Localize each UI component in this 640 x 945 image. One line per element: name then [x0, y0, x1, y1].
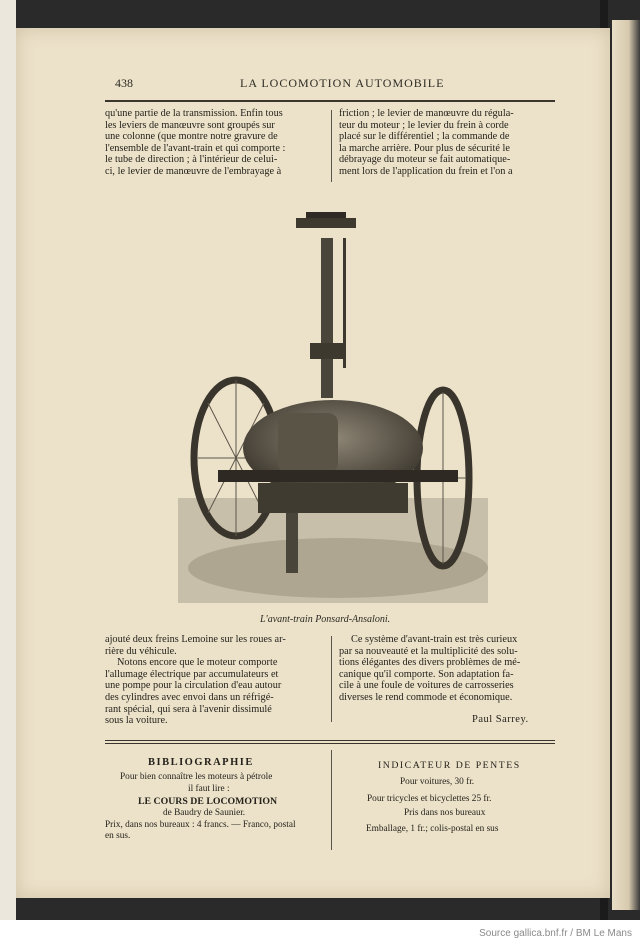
bibliographie-line: Pour bien connaître les moteurs à pétrole	[120, 772, 273, 782]
text-line: placé sur le différentiel ; la commande de	[339, 131, 510, 143]
indicateur-line: Pour voitures, 30 fr.	[400, 777, 475, 787]
text-line: Ce système d'avant-train est très curieux	[351, 634, 518, 645]
text-line: la marche arrière. Pour plus de sécurité le	[339, 142, 510, 154]
text-line: une pompe pour la circulation d'eau autour	[105, 680, 282, 692]
indicateur-line: Emballage, 1 fr.; colis-postal en sus	[366, 824, 499, 834]
text-line: friction ; le levier de manœuvre du régula-	[339, 108, 514, 119]
bibliographie-price: en sus.	[105, 831, 131, 841]
page-edge	[612, 20, 640, 910]
left-margin	[0, 0, 16, 920]
bibliographie-author: de Baudry de Saunier.	[163, 808, 246, 818]
text-line: ci, le levier de manœuvre de l'embrayage à	[105, 165, 282, 177]
text-line: par sa nouveauté et la multiplicité des solu-	[339, 645, 518, 657]
text-line: teur du moteur ; le levier du frein à corde	[339, 119, 509, 131]
text-line: l'ensemble de l'avant-train et qui comporte :	[105, 142, 286, 154]
axle	[218, 470, 458, 482]
header-rule	[105, 100, 555, 102]
text-line: des cylindres avec envoi dans un réfrigé-	[105, 691, 274, 703]
text-line: rière du véhicule.	[105, 645, 177, 657]
text-line: ment lors de l'application du frein et l'on a	[339, 165, 513, 177]
column-collar	[310, 343, 344, 359]
indicateur-title: INDICATEUR DE PENTES	[378, 760, 521, 771]
engraving-figure	[178, 208, 488, 608]
lower-gear-housing	[258, 483, 408, 513]
motor-cylinder	[278, 413, 338, 473]
indicateur-line: Pris dans nos bureaux	[404, 808, 486, 818]
support-leg	[286, 513, 298, 573]
running-title: LA LOCOMOTION AUTOMOBILE	[240, 76, 445, 90]
section-rule	[105, 743, 555, 744]
column-divider	[331, 110, 332, 182]
text-line: canique qu'il comporte. Son adaptation fa-	[339, 668, 514, 680]
page-number: 438	[115, 76, 133, 90]
steering-column	[321, 238, 333, 398]
bibliographie-line: il faut lire :	[188, 784, 230, 794]
section-rule	[105, 740, 555, 741]
indicateur-line: Pour tricycles et bicyclettes 25 fr.	[367, 794, 492, 804]
box-divider	[331, 750, 332, 850]
text-line: l'allumage électrique par accumulateurs et	[105, 668, 279, 680]
bottom-left-column	[105, 634, 323, 727]
source-credit: Source gallica.bnf.fr / BM Le Mans	[479, 928, 632, 939]
text-line: sous la voiture.	[105, 715, 168, 727]
text-line: Notons encore que le moteur comporte	[117, 657, 278, 669]
text-line: une colonne (que montre notre gravure de	[105, 131, 278, 143]
steering-head	[296, 218, 356, 228]
lever-rod	[343, 238, 346, 368]
text-line: rant spécial, qui sera à l'avenir dissimulé	[105, 703, 272, 715]
column-divider	[331, 636, 332, 722]
text-line: les leviers de manœuvre sont groupés sur	[105, 119, 275, 131]
bibliographie-book: LE COURS DE LOCOMOTION	[138, 796, 278, 807]
steering-wheel-bar	[306, 212, 346, 218]
bibliographie-price: Prix, dans nos bureaux : 4 francs. — Franco, postal	[105, 820, 296, 830]
text-line: ajouté deux freins Lemoine sur les roues ar-	[105, 634, 286, 645]
text-line: tions élégantes des divers problèmes de mé-	[339, 657, 521, 669]
text-line: qu'une partie de la transmission. Enfin tous	[105, 108, 283, 119]
page-header	[115, 76, 555, 94]
text-line: cile à une foule de voitures de carrosseries	[339, 680, 514, 692]
bottom-right-column	[339, 634, 555, 704]
text-line: le tube de direction ; à l'intérieur de celui-	[105, 154, 278, 166]
top-left-column	[105, 108, 323, 178]
top-right-column	[339, 108, 555, 178]
bibliographie-title: BIBLIOGRAPHIE	[148, 757, 254, 768]
text-line: débrayage du moteur se fait automatique-	[339, 154, 511, 166]
figure-caption: L'avant-train Ponsard-Ansaloni.	[260, 614, 391, 625]
author-signature: Paul Sarrey.	[472, 714, 529, 725]
text-line: diverses le rend commode et économique.	[339, 691, 513, 703]
